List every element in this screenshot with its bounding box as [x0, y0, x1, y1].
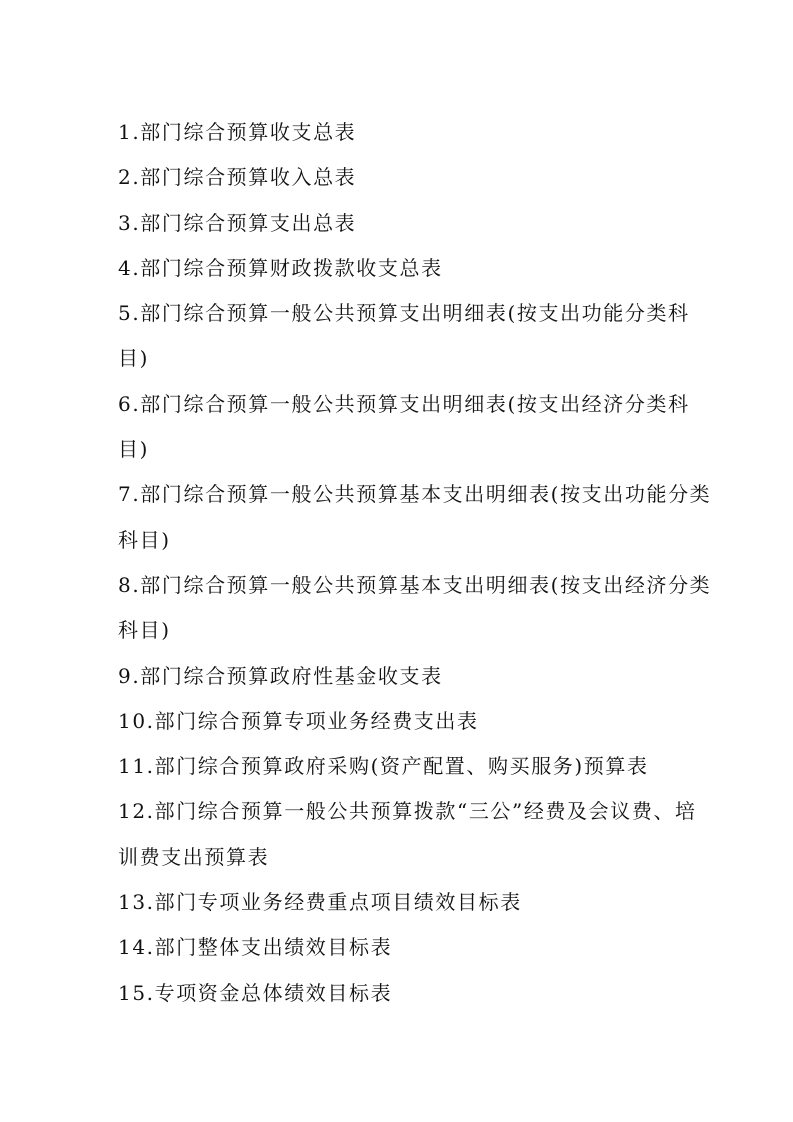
list-item-5: 5.部门综合预算一般公共预算支出明细表(按支出功能分类科目): [118, 301, 690, 371]
list-item-11: 11.部门综合预算政府采购(资产配置、购买服务)预算表: [118, 754, 649, 779]
list-item-6: 6.部门综合预算一般公共预算支出明细表(按支出经济分类科目): [118, 391, 690, 462]
list-item-3: 3.部门综合预算支出总表: [118, 210, 357, 235]
list-item-9: 9.部门综合预算政府性基金收支表: [118, 663, 443, 688]
list-item-2: 2.部门综合预算收入总表: [118, 165, 357, 190]
list-item-15: 15.专项资金总体绩效目标表: [118, 980, 393, 1005]
list-item-7: 7.部门综合预算一般公共预算基本支出明细表(按支出功能分类科目): [118, 482, 712, 552]
list-item-14: 14.部门整体支出绩效目标表: [118, 935, 393, 960]
list-item-8: 8.部门综合预算一般公共预算基本支出明细表(按支出经济分类科目): [118, 572, 712, 643]
list-item-1: 1.部门综合预算收支总表: [118, 120, 357, 144]
list-item-12: 12.部门综合预算一般公共预算拨款“三公”经费及会议费、培训费支出预算表: [118, 799, 697, 869]
list-item-10: 10.部门综合预算专项业务经费支出表: [118, 708, 479, 733]
list-item-4: 4.部门综合预算财政拨款收支总表: [118, 255, 443, 280]
list-item-13: 13.部门专项业务经费重点项目绩效目标表: [118, 890, 522, 915]
table-list: [118, 110, 718, 1016]
